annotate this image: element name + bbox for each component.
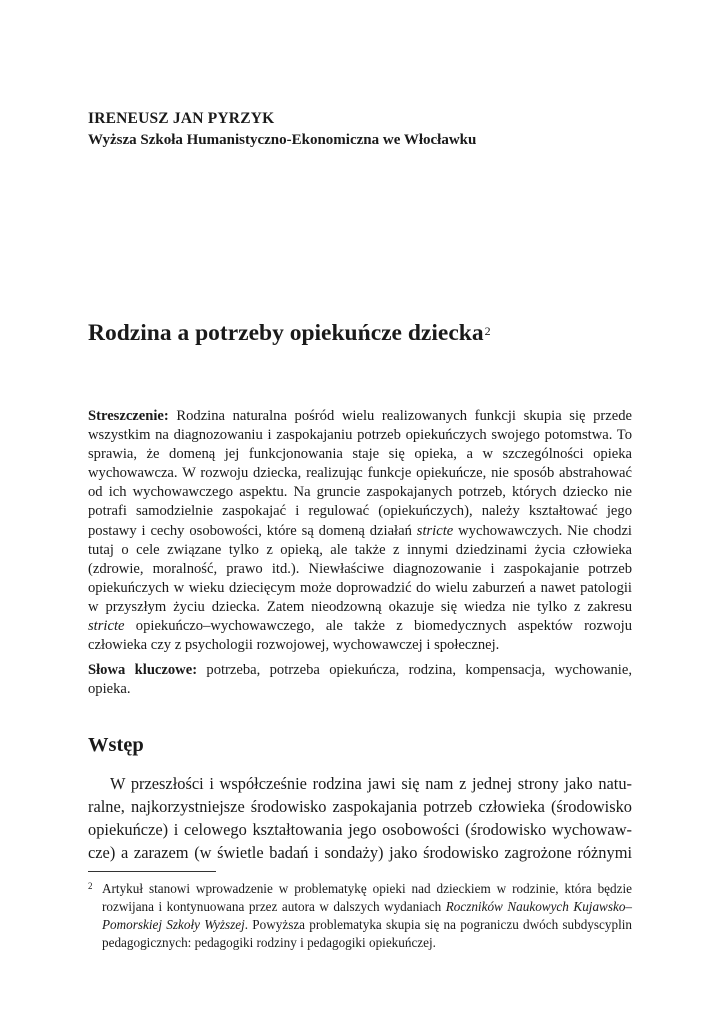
- intro-line: cze) a zarazem (w świetle badań i sondaży) jako środowisko zagrożone różnymi: [88, 843, 632, 862]
- intro-line: W przeszłości i współcześnie rodzina jawi się nam z jednej strony jako natu-: [110, 774, 632, 793]
- abstract-italic-2: stricte: [88, 618, 125, 635]
- author-affiliation: Wyższa Szkoła Humanistyczno-Ekonomiczna we Włocławku: [88, 132, 477, 148]
- abstract-text-2: wychowawczych. Nie chodzi tutaj o cele związane tylko z opieką, ale także z innymi dziedzinami życia człowieka (zdrowie, moralność, prawo itd.). Niewłaściwe diagnozowanie i zaspokajanie potrzeb opiekuńczych w wieku dziecięcym może doprowadzić do wielu zaburzeń a nawet patologii w przyszłym życiu dziecka. Zatem nieodzowną okazuje się wiedza nie tylko z zakresu: [88, 522, 632, 615]
- keywords-label: Słowa kluczowe:: [88, 662, 198, 678]
- footnote-divider: [88, 871, 216, 872]
- footnote: [88, 880, 632, 952]
- abstract-italic-1: stricte: [416, 522, 454, 539]
- footnote-mark: 2: [88, 881, 93, 891]
- title-footnote-ref[interactable]: 2: [484, 324, 491, 338]
- footnote-italic: Roczników Naukowych Kujawsko–Pomorskiej Szkoły Wyższej: [102, 899, 633, 932]
- author-name: IRENEUSZ JAN PYRZYK: [88, 110, 275, 127]
- intro-line: ralne, najkorzystniejsze środowisko zaspokajania potrzeb człowieka (środowisko: [88, 797, 632, 816]
- intro-line: opiekuńcze) i celowego kształtowania jego osobowości (środowisko wychowaw-: [88, 820, 632, 839]
- footnote-text-1: Artykuł stanowi wprowadzenie w problematykę opieki nad dzieckiem w rodzinie, która będzie rozwijana i kontynuowana przez autora w dalszych wydaniach: [102, 881, 632, 914]
- footnote-text-2: . Powyższa problematyka skupia się na pograniczu dwóch subdyscyplin pedagogicznych: pedagogiki rodziny i pedagogiki opiekuńczej.: [102, 917, 633, 950]
- abstract-label: Streszczenie:: [88, 408, 169, 424]
- abstract-text-1: Rodzina naturalna pośród wielu realizowanych funkcji skupia się przede wszystkim na diagnozowaniu i zaspokajaniu potrzeb opiekuńczych swojego potomstwa. To sprawia, że domeną jej funkcjonowania staje się opieka, a w szczególności opieka wychowawcza. W rozwoju dziecka, realizując funkcje opiekuńcze, nie sposób abstrahować od ich wychowawczego aspektu. Na gruncie zaspokajanych potrzeb, których dziecko nie potrafi samodzielnie zaspokajać i regulować (opiekuńczych), należy kształtować jego postawy i cechy osobowości, które są domeną działań: [88, 408, 632, 539]
- abstract-text-3: opiekuńczo–wychowawczego, ale także z biomedycznych aspektów rozwoju człowieka czy z psychologii rozwojowej, wychowawczej i społecznej.: [88, 618, 632, 654]
- section-heading: Wstęp: [88, 734, 144, 756]
- abstract: [88, 407, 632, 655]
- keywords: [88, 661, 632, 699]
- article-title-text: Rodzina a potrzeby opiekuńcze dziecka: [88, 320, 484, 346]
- keywords-text: potrzeba, potrzeba opiekuńcza, rodzina, kompensacja, wychowanie, opieka.: [88, 662, 632, 698]
- footnote-text: [88, 880, 632, 952]
- article-title: [88, 318, 491, 348]
- intro-paragraph: [88, 772, 632, 864]
